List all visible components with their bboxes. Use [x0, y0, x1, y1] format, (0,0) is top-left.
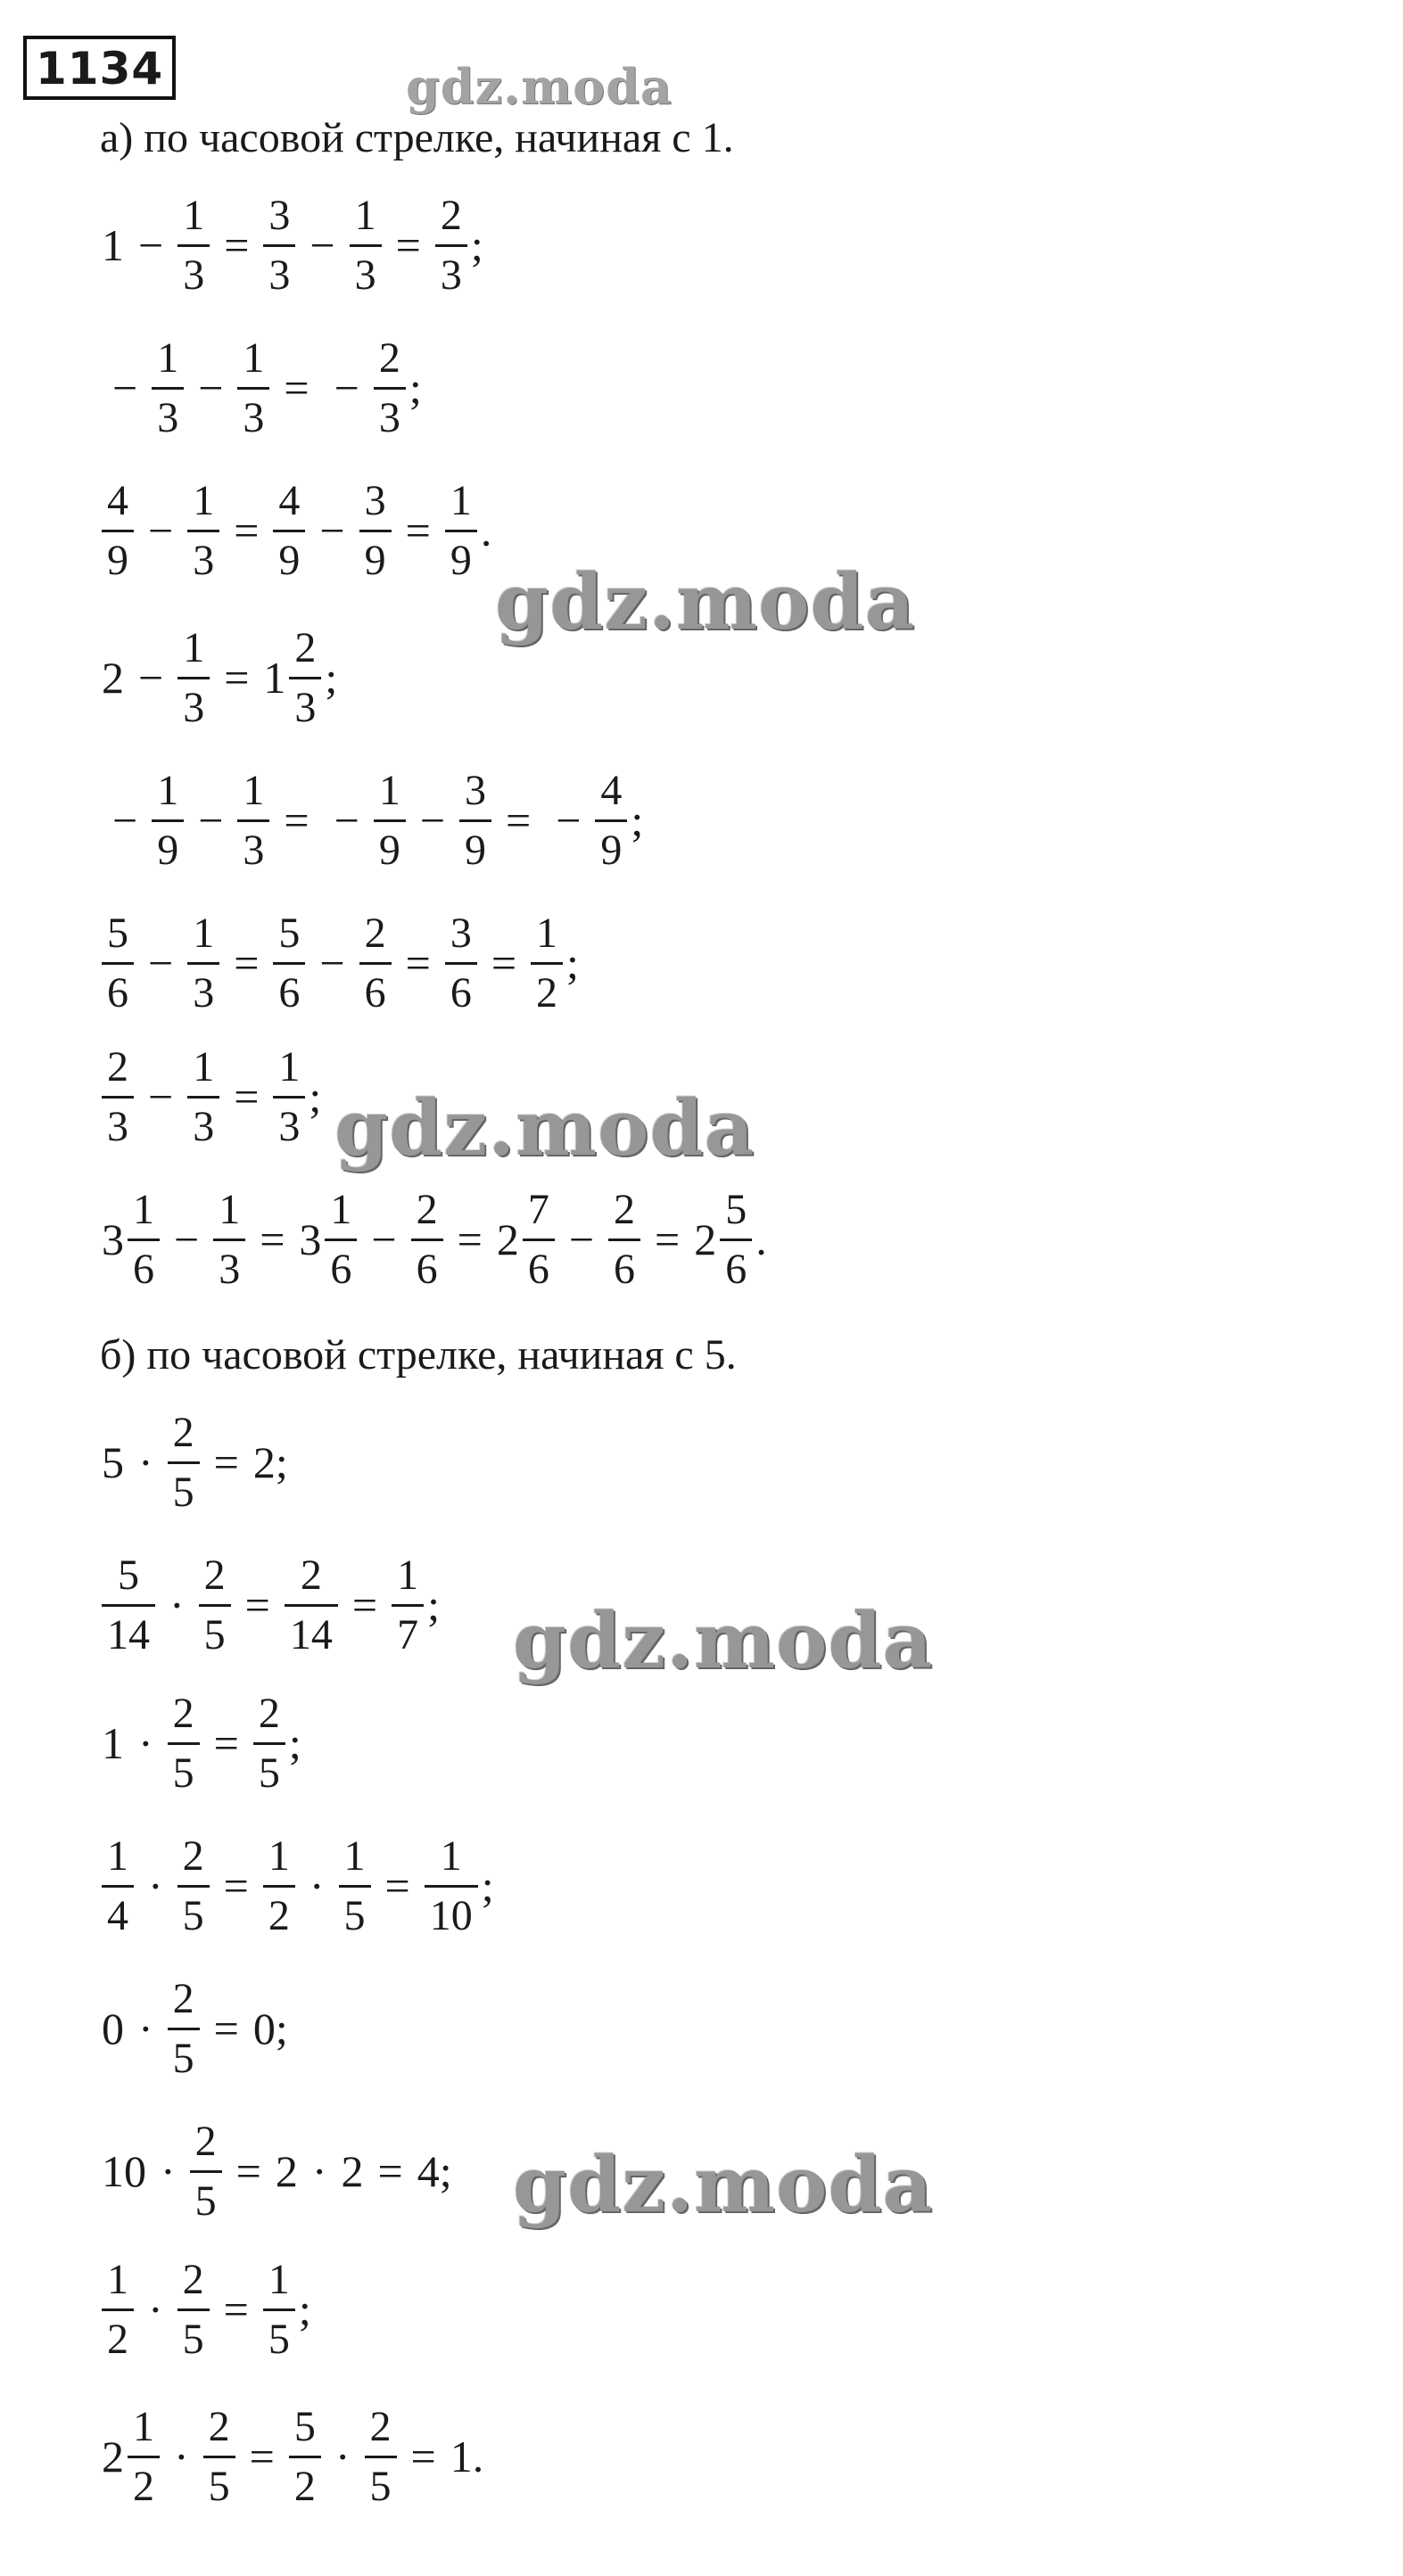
operator: =: [213, 1718, 239, 1768]
fraction: [374, 333, 406, 443]
term: .: [755, 1214, 767, 1264]
numerator: 2: [294, 623, 317, 671]
operator: −: [371, 1214, 397, 1264]
numerator: 1: [133, 2402, 154, 2450]
denominator: 3: [102, 1096, 134, 1152]
part-a-equation: [100, 758, 645, 883]
operator: −: [138, 220, 164, 270]
fraction: [199, 1551, 231, 1660]
denominator: 2: [102, 2309, 134, 2365]
term: ;: [470, 220, 483, 270]
part-a-equation: [100, 325, 424, 450]
numerator: 4: [107, 476, 128, 524]
term: 2: [694, 1214, 717, 1264]
operator: =: [506, 795, 532, 845]
fraction: [102, 1551, 155, 1660]
numerator: 2: [172, 1689, 194, 1737]
operator: =: [377, 2146, 403, 2196]
fraction: [102, 1831, 134, 1941]
numerator: 1: [183, 191, 205, 239]
denominator: 6: [445, 962, 477, 1018]
numerator: 1: [397, 1551, 419, 1599]
part-a-equation: [100, 615, 339, 740]
operator: =: [235, 2146, 261, 2196]
denominator: 2: [289, 2456, 321, 2512]
denominator: 6: [411, 1239, 443, 1295]
term: ;: [566, 938, 579, 988]
denominator: 3: [187, 1096, 219, 1152]
denominator: 9: [359, 530, 392, 586]
operator: =: [223, 2284, 249, 2334]
denominator: 5: [168, 2028, 200, 2084]
numerator: 1: [378, 766, 400, 814]
numerator: 1: [268, 2255, 290, 2303]
fraction: [102, 909, 134, 1018]
numerator: 3: [450, 909, 472, 957]
fraction: [374, 766, 406, 876]
term: 3: [299, 1214, 322, 1264]
operator: ·: [138, 2004, 153, 2053]
watermark: gdz.moda: [406, 58, 673, 115]
operator: −: [309, 220, 335, 270]
fraction: [177, 191, 210, 300]
numerator: 1: [107, 2255, 128, 2303]
operator: −: [319, 506, 345, 556]
numerator: 1: [536, 909, 558, 957]
denominator: 10: [425, 1885, 478, 1941]
fraction: [445, 909, 477, 1018]
numerator: 2: [182, 2255, 204, 2303]
fraction: [237, 766, 269, 876]
part-b-equation: [100, 2394, 485, 2519]
numerator: 4: [600, 766, 623, 814]
fraction: [187, 476, 219, 586]
numerator: 5: [278, 909, 301, 957]
denominator: 9: [374, 819, 406, 876]
operator: ·: [334, 2432, 351, 2481]
numerator: 3: [465, 766, 487, 814]
numerator: 1: [193, 1042, 215, 1090]
part-a-equation: [100, 1034, 323, 1159]
numerator: 2: [416, 1185, 438, 1233]
fraction: [263, 191, 295, 300]
denominator: 3: [237, 387, 269, 443]
denominator: 6: [128, 1239, 160, 1295]
denominator: 3: [435, 244, 467, 300]
part-b-equation: [100, 1400, 290, 1525]
operator: ·: [161, 2146, 176, 2196]
numerator: 1: [157, 333, 179, 382]
operator: −: [148, 938, 174, 988]
operator: =: [224, 653, 250, 703]
denominator: 3: [237, 819, 269, 876]
numerator: 2: [172, 1974, 194, 2022]
numerator: 2: [378, 333, 400, 382]
operator: =: [405, 506, 431, 556]
fraction: [237, 333, 269, 443]
numerator: 2: [208, 2402, 230, 2450]
fraction: [325, 1185, 357, 1295]
operator: =: [405, 938, 431, 988]
denominator: 14: [102, 1604, 155, 1660]
operator: =: [213, 2004, 239, 2053]
operator: =: [213, 1437, 239, 1487]
term: 2: [275, 2146, 298, 2196]
numerator: 5: [725, 1185, 747, 1233]
term: 10: [102, 2146, 146, 2196]
operator: ·: [311, 2146, 327, 2196]
fraction: [128, 2402, 160, 2512]
term: 1.: [450, 2432, 484, 2481]
denominator: 5: [203, 2456, 235, 2512]
term: 2: [102, 2432, 124, 2481]
denominator: 5: [177, 1885, 210, 1941]
operator: −: [148, 1072, 174, 1122]
operator: ·: [309, 1861, 325, 1911]
part-a-heading: а) по часовой стрелке, начиная с 1.: [100, 114, 734, 161]
fraction: [253, 1689, 285, 1798]
numerator: 1: [268, 1831, 290, 1880]
fraction: [102, 2255, 134, 2365]
fraction: [339, 1831, 371, 1941]
fraction: [263, 1831, 295, 1941]
term: 1: [263, 653, 286, 703]
fraction: [203, 2402, 235, 2512]
operator: =: [234, 938, 260, 988]
denominator: 6: [325, 1239, 357, 1295]
operator: −: [334, 363, 359, 413]
fraction: [187, 909, 219, 1018]
numerator: 1: [330, 1185, 352, 1233]
denominator: 5: [253, 1742, 285, 1798]
fraction: [608, 1185, 640, 1295]
operator: −: [148, 506, 174, 556]
watermark: gdz.moda: [495, 557, 916, 647]
numerator: 2: [364, 909, 386, 957]
term: 5: [102, 1437, 124, 1487]
fraction: [392, 1551, 424, 1660]
watermark: gdz.moda: [513, 2140, 934, 2230]
fraction: [531, 909, 563, 1018]
denominator: 9: [595, 819, 627, 876]
term: 4;: [417, 2146, 452, 2196]
operator: =: [244, 1580, 270, 1630]
denominator: 6: [102, 962, 134, 1018]
fraction: [445, 476, 477, 586]
fraction: [435, 191, 467, 300]
part-b-equation: [100, 1681, 303, 1806]
operator: −: [174, 1214, 200, 1264]
fraction: [365, 2402, 397, 2512]
operator: =: [260, 1214, 285, 1264]
numerator: 2: [182, 1831, 204, 1880]
operator: −: [198, 795, 224, 845]
part-b-equation: [100, 2247, 313, 2372]
denominator: 9: [152, 819, 184, 876]
denominator: 9: [102, 530, 134, 586]
numerator: 2: [107, 1042, 128, 1090]
term: 0: [102, 2004, 124, 2053]
denominator: 3: [263, 244, 295, 300]
denominator: 2: [531, 962, 563, 1018]
numerator: 2: [369, 2402, 392, 2450]
fraction: [273, 1042, 305, 1152]
denominator: 9: [459, 819, 491, 876]
fraction: [289, 2402, 321, 2512]
denominator: 5: [365, 2456, 397, 2512]
fraction: [102, 1042, 134, 1152]
task-number: 1134: [23, 36, 176, 100]
numerator: 2: [614, 1185, 636, 1233]
term: 1: [102, 220, 124, 270]
denominator: 6: [720, 1239, 752, 1295]
fraction: [152, 333, 184, 443]
numerator: 1: [107, 1831, 128, 1880]
operator: =: [491, 938, 517, 988]
fraction: [168, 1689, 200, 1798]
operator: =: [224, 220, 250, 270]
part-a-equation: [100, 1177, 769, 1302]
part-a-equation: [100, 183, 485, 308]
fraction: [523, 1185, 555, 1295]
denominator: 4: [102, 1885, 134, 1941]
numerator: 1: [193, 909, 215, 957]
denominator: 3: [213, 1239, 245, 1295]
denominator: 9: [273, 530, 305, 586]
denominator: 9: [445, 530, 477, 586]
numerator: 3: [364, 476, 386, 524]
fraction: [359, 476, 392, 586]
numerator: 1: [440, 1831, 462, 1880]
fraction: [285, 1551, 338, 1660]
denominator: 3: [177, 677, 210, 733]
numerator: 1: [133, 1185, 154, 1233]
numerator: 2: [194, 2117, 217, 2165]
fraction: [425, 1831, 478, 1941]
numerator: 5: [107, 909, 128, 957]
term: .: [480, 506, 492, 556]
operator: −: [556, 795, 582, 845]
term: 2: [102, 653, 124, 703]
denominator: 3: [187, 530, 219, 586]
numerator: 1: [450, 476, 472, 524]
numerator: 1: [343, 1831, 366, 1880]
operator: =: [284, 795, 309, 845]
term: 3: [102, 1214, 124, 1264]
fraction: [359, 909, 392, 1018]
term: 2: [341, 2146, 364, 2196]
term: 1: [102, 1718, 124, 1768]
part-b-equation: [100, 1823, 496, 1948]
denominator: 5: [263, 2309, 295, 2365]
denominator: 2: [263, 1885, 295, 1941]
denominator: 5: [168, 1742, 200, 1798]
denominator: 5: [339, 1885, 371, 1941]
part-b-equation: [100, 1543, 442, 1667]
operator: −: [138, 653, 164, 703]
numerator: 1: [183, 623, 205, 671]
part-b-equation: [100, 1966, 290, 2091]
fraction: [190, 2117, 222, 2226]
part-a-equation: [100, 901, 581, 1025]
term: 2: [496, 1214, 519, 1264]
numerator: 1: [219, 1185, 241, 1233]
operator: =: [457, 1214, 483, 1264]
term: ;: [427, 1580, 440, 1630]
operator: =: [284, 363, 309, 413]
operator: ·: [174, 2432, 189, 2481]
numerator: 2: [172, 1408, 194, 1456]
fraction: [289, 623, 321, 733]
fraction: [213, 1185, 245, 1295]
denominator: 6: [523, 1239, 555, 1295]
numerator: 4: [278, 476, 301, 524]
fraction: [168, 1408, 200, 1518]
fraction: [177, 1831, 210, 1941]
term: ;: [631, 795, 644, 845]
operator: −: [198, 363, 224, 413]
operator: −: [334, 795, 359, 845]
denominator: 3: [350, 244, 382, 300]
numerator: 1: [354, 191, 376, 239]
fraction: [273, 909, 305, 1018]
operator: =: [234, 506, 260, 556]
numerator: 5: [118, 1551, 139, 1599]
fraction: [187, 1042, 219, 1152]
operator: ·: [148, 1861, 163, 1911]
term: 2;: [252, 1437, 288, 1487]
denominator: 14: [285, 1604, 338, 1660]
term: ;: [309, 1072, 322, 1122]
numerator: 2: [300, 1551, 322, 1599]
operator: =: [384, 1861, 410, 1911]
numerator: 1: [157, 766, 179, 814]
operator: =: [395, 220, 421, 270]
operator: ·: [138, 1718, 153, 1768]
operator: =: [655, 1214, 681, 1264]
denominator: 3: [374, 387, 406, 443]
numerator: 3: [268, 191, 291, 239]
operator: =: [410, 2432, 436, 2481]
denominator: 6: [359, 962, 392, 1018]
numerator: 7: [527, 1185, 549, 1233]
fraction: [152, 766, 184, 876]
term: ;: [409, 363, 422, 413]
fraction: [595, 766, 627, 876]
watermark: gdz.moda: [513, 1596, 934, 1686]
term: ;: [298, 2284, 311, 2334]
denominator: 7: [392, 1604, 424, 1660]
fraction: [102, 476, 134, 586]
numerator: 2: [203, 1551, 226, 1599]
fraction: [411, 1185, 443, 1295]
numerator: 2: [440, 191, 462, 239]
denominator: 6: [273, 962, 305, 1018]
operator: −: [319, 938, 345, 988]
operator: −: [419, 795, 446, 845]
denominator: 3: [289, 677, 321, 733]
operator: =: [234, 1072, 260, 1122]
fraction: [177, 623, 210, 733]
term: 0;: [252, 2004, 288, 2053]
fraction: [177, 2255, 210, 2365]
term: ;: [481, 1861, 494, 1911]
part-b-equation: [100, 2109, 454, 2234]
term: ;: [288, 1718, 301, 1768]
operator: =: [223, 1861, 249, 1911]
denominator: 3: [187, 962, 219, 1018]
denominator: 3: [152, 387, 184, 443]
watermark: gdz.moda: [334, 1083, 755, 1173]
denominator: 5: [168, 1461, 200, 1518]
fraction: [459, 766, 491, 876]
operator: ·: [148, 2284, 163, 2334]
operator: −: [112, 795, 138, 845]
denominator: 5: [177, 2309, 210, 2365]
part-b-heading: б) по часовой стрелке, начиная с 5.: [100, 1331, 737, 1379]
fraction: [168, 1974, 200, 2084]
denominator: 5: [199, 1604, 231, 1660]
operator: −: [112, 363, 138, 413]
operator: −: [568, 1214, 595, 1264]
part-a-equation: [100, 468, 493, 593]
fraction: [263, 2255, 295, 2365]
operator: =: [249, 2432, 275, 2481]
operator: ·: [169, 1580, 185, 1630]
denominator: 2: [128, 2456, 160, 2512]
numerator: 1: [243, 766, 265, 814]
numerator: 1: [193, 476, 215, 524]
denominator: 6: [608, 1239, 640, 1295]
fraction: [720, 1185, 752, 1295]
operator: ·: [138, 1437, 153, 1487]
numerator: 5: [293, 2402, 316, 2450]
numerator: 2: [258, 1689, 280, 1737]
numerator: 1: [243, 333, 265, 382]
denominator: 3: [273, 1096, 305, 1152]
denominator: 5: [190, 2170, 222, 2226]
fraction: [350, 191, 382, 300]
denominator: 3: [177, 244, 210, 300]
term: ;: [325, 653, 338, 703]
fraction: [273, 476, 305, 586]
operator: =: [351, 1580, 378, 1630]
fraction: [128, 1185, 160, 1295]
numerator: 1: [278, 1042, 301, 1090]
